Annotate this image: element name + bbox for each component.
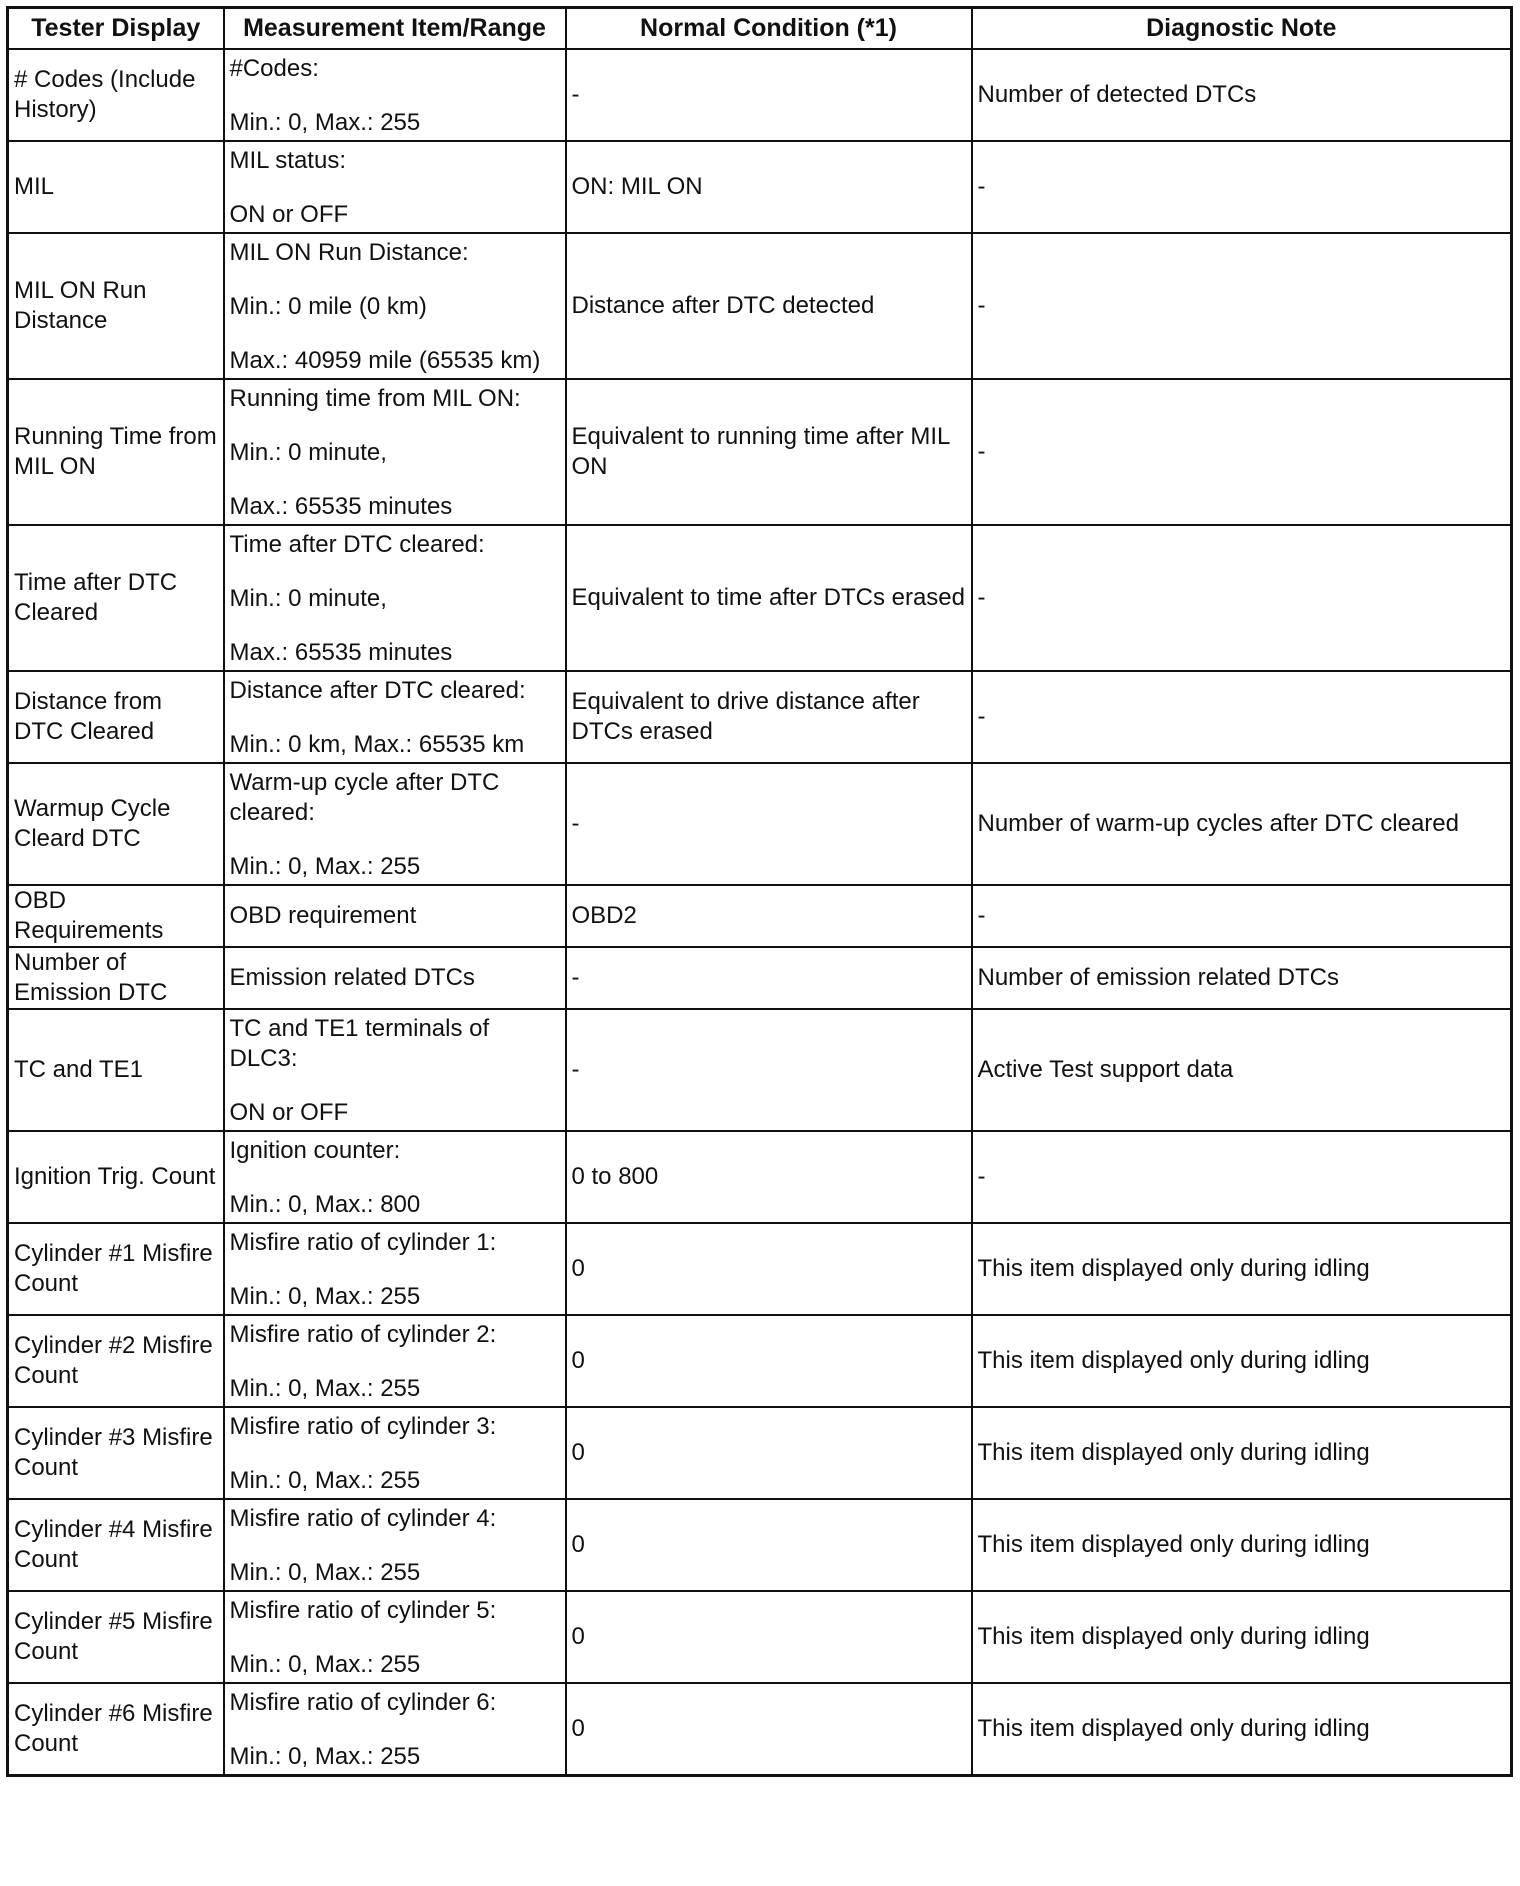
tester-display-cell: MIL	[8, 141, 224, 233]
table-row	[8, 233, 1512, 379]
normal-condition-cell: -	[566, 49, 972, 141]
measurement-line: ON or OFF	[229, 1099, 349, 1126]
diagnostic-note-cell: Number of warm-up cycles after DTC cleared	[972, 763, 1512, 885]
normal-condition-cell: 0	[566, 1407, 972, 1499]
header-measurement-item: Measurement Item/Range	[224, 8, 566, 50]
measurement-line: Min.: 0, Max.: 255	[229, 853, 421, 880]
normal-condition-cell: ON: MIL ON	[566, 141, 972, 233]
normal-condition-cell: 0 to 800	[566, 1131, 972, 1223]
diagnostic-note-cell: Active Test support data	[972, 1009, 1512, 1131]
table-row	[8, 49, 1512, 141]
measurement-line: TC and TE1 terminals of DLC3:	[229, 1015, 490, 1072]
measurement-line: Misfire ratio of cylinder 1:	[229, 1229, 497, 1256]
table-row	[8, 1315, 1512, 1407]
diagnostic-note-cell: -	[972, 233, 1512, 379]
measurement-line: Min.: 0, Max.: 255	[229, 1559, 421, 1586]
tester-display-cell: Cylinder #5 Misfire Count	[8, 1591, 224, 1683]
measurement-item-cell	[224, 1223, 566, 1315]
tester-display-cell: Time after DTC Cleared	[8, 525, 224, 671]
measurement-line: Min.: 0, Max.: 800	[229, 1191, 421, 1218]
normal-condition-cell: Equivalent to drive distance after DTCs erased	[566, 671, 972, 763]
tester-display-cell: Running Time from MIL ON	[8, 379, 224, 525]
diagnostic-note-cell: -	[972, 671, 1512, 763]
normal-condition-cell: Equivalent to running time after MIL ON	[566, 379, 972, 525]
measurement-line: MIL status:	[229, 147, 346, 174]
measurement-line: Misfire ratio of cylinder 5:	[229, 1597, 497, 1624]
measurement-line: Misfire ratio of cylinder 3:	[229, 1413, 497, 1440]
measurement-line: Max.: 65535 minutes	[229, 493, 453, 520]
diagnostic-note-cell: This item displayed only during idling	[972, 1591, 1512, 1683]
table-row	[8, 1009, 1512, 1131]
measurement-line: Min.: 0, Max.: 255	[229, 1375, 421, 1402]
measurement-item-cell: OBD requirement	[224, 885, 566, 947]
header-tester-display: Tester Display	[8, 8, 224, 50]
diagnostic-note-cell: Number of emission related DTCs	[972, 947, 1512, 1009]
measurement-line: Warm-up cycle after DTC cleared:	[229, 769, 500, 826]
measurement-item-cell	[224, 379, 566, 525]
normal-condition-cell: -	[566, 947, 972, 1009]
normal-condition-cell: 0	[566, 1591, 972, 1683]
header-diagnostic-note: Diagnostic Note	[972, 8, 1512, 50]
table-row	[8, 1223, 1512, 1315]
measurement-line: Misfire ratio of cylinder 2:	[229, 1321, 497, 1348]
measurement-line: ON or OFF	[229, 201, 349, 228]
measurement-item-cell	[224, 1499, 566, 1591]
measurement-line: MIL ON Run Distance:	[229, 239, 469, 266]
measurement-line: Max.: 65535 minutes	[229, 639, 453, 666]
table-row	[8, 671, 1512, 763]
diagnostic-note-cell: -	[972, 1131, 1512, 1223]
tester-display-cell: Cylinder #2 Misfire Count	[8, 1315, 224, 1407]
tester-display-cell: OBD Requirements	[8, 885, 224, 947]
measurement-item-cell	[224, 1683, 566, 1776]
measurement-line: Min.: 0 minute,	[229, 585, 387, 612]
normal-condition-cell: Distance after DTC detected	[566, 233, 972, 379]
tester-display-cell: Cylinder #3 Misfire Count	[8, 1407, 224, 1499]
diagnostic-note-cell: -	[972, 525, 1512, 671]
tester-display-cell: Cylinder #4 Misfire Count	[8, 1499, 224, 1591]
measurement-item-cell	[224, 1407, 566, 1499]
normal-condition-cell: -	[566, 763, 972, 885]
measurement-line: Min.: 0, Max.: 255	[229, 1651, 421, 1678]
table-row	[8, 1591, 1512, 1683]
header-normal-condition: Normal Condition (*1)	[566, 8, 972, 50]
table-row	[8, 1131, 1512, 1223]
tester-display-cell: Ignition Trig. Count	[8, 1131, 224, 1223]
measurement-item-cell	[224, 671, 566, 763]
table-row	[8, 1407, 1512, 1499]
diagnostic-note-cell: Number of detected DTCs	[972, 49, 1512, 141]
measurement-item-cell	[224, 1131, 566, 1223]
measurement-item-cell	[224, 1591, 566, 1683]
diagnostic-note-cell: This item displayed only during idling	[972, 1499, 1512, 1591]
measurement-line: Min.: 0, Max.: 255	[229, 109, 421, 136]
measurement-item-cell	[224, 49, 566, 141]
table-row	[8, 525, 1512, 671]
tester-display-cell: Warmup Cycle Cleard DTC	[8, 763, 224, 885]
tester-display-cell: MIL ON Run Distance	[8, 233, 224, 379]
measurement-line: Time after DTC cleared:	[229, 531, 485, 558]
data-list-table	[6, 6, 1513, 1777]
tester-display-cell: TC and TE1	[8, 1009, 224, 1131]
table-row	[8, 141, 1512, 233]
diagnostic-note-cell: -	[972, 885, 1512, 947]
normal-condition-cell: 0	[566, 1499, 972, 1591]
measurement-line: Min.: 0, Max.: 255	[229, 1743, 421, 1770]
table-row	[8, 1683, 1512, 1776]
data-list-table-wrapper	[6, 6, 1510, 1777]
normal-condition-cell: 0	[566, 1683, 972, 1776]
table-row	[8, 885, 1512, 947]
normal-condition-cell: 0	[566, 1223, 972, 1315]
normal-condition-cell: -	[566, 1009, 972, 1131]
measurement-line: Misfire ratio of cylinder 6:	[229, 1689, 497, 1716]
diagnostic-note-cell: This item displayed only during idling	[972, 1683, 1512, 1776]
measurement-line: Min.: 0 mile (0 km)	[229, 293, 427, 320]
measurement-item-cell	[224, 525, 566, 671]
measurement-line: Distance after DTC cleared:	[229, 677, 526, 704]
measurement-line: Ignition counter:	[229, 1137, 401, 1164]
diagnostic-note-cell: -	[972, 141, 1512, 233]
diagnostic-note-cell: This item displayed only during idling	[972, 1407, 1512, 1499]
measurement-item-cell	[224, 1009, 566, 1131]
measurement-item-cell	[224, 1315, 566, 1407]
tester-display-cell: Number of Emission DTC	[8, 947, 224, 1009]
table-row	[8, 379, 1512, 525]
measurement-item-cell	[224, 141, 566, 233]
normal-condition-cell: Equivalent to time after DTCs erased	[566, 525, 972, 671]
table-row	[8, 947, 1512, 1009]
measurement-line: Min.: 0 km, Max.: 65535 km	[229, 731, 525, 758]
measurement-item-cell	[224, 763, 566, 885]
measurement-line: Min.: 0, Max.: 255	[229, 1467, 421, 1494]
header-row	[8, 8, 1512, 50]
diagnostic-note-cell: This item displayed only during idling	[972, 1223, 1512, 1315]
tester-display-cell: # Codes (Include History)	[8, 49, 224, 141]
measurement-line: Misfire ratio of cylinder 4:	[229, 1505, 497, 1532]
measurement-line: #Codes:	[229, 55, 319, 82]
measurement-line: Running time from MIL ON:	[229, 385, 521, 412]
measurement-item-cell: Emission related DTCs	[224, 947, 566, 1009]
tester-display-cell: Cylinder #6 Misfire Count	[8, 1683, 224, 1776]
measurement-line: Max.: 40959 mile (65535 km)	[229, 347, 541, 374]
measurement-item-cell	[224, 233, 566, 379]
table-row	[8, 763, 1512, 885]
diagnostic-note-cell: -	[972, 379, 1512, 525]
table-row	[8, 1499, 1512, 1591]
measurement-line: Min.: 0, Max.: 255	[229, 1283, 421, 1310]
tester-display-cell: Cylinder #1 Misfire Count	[8, 1223, 224, 1315]
normal-condition-cell: OBD2	[566, 885, 972, 947]
measurement-line: Min.: 0 minute,	[229, 439, 387, 466]
diagnostic-note-cell: This item displayed only during idling	[972, 1315, 1512, 1407]
tester-display-cell: Distance from DTC Cleared	[8, 671, 224, 763]
normal-condition-cell: 0	[566, 1315, 972, 1407]
